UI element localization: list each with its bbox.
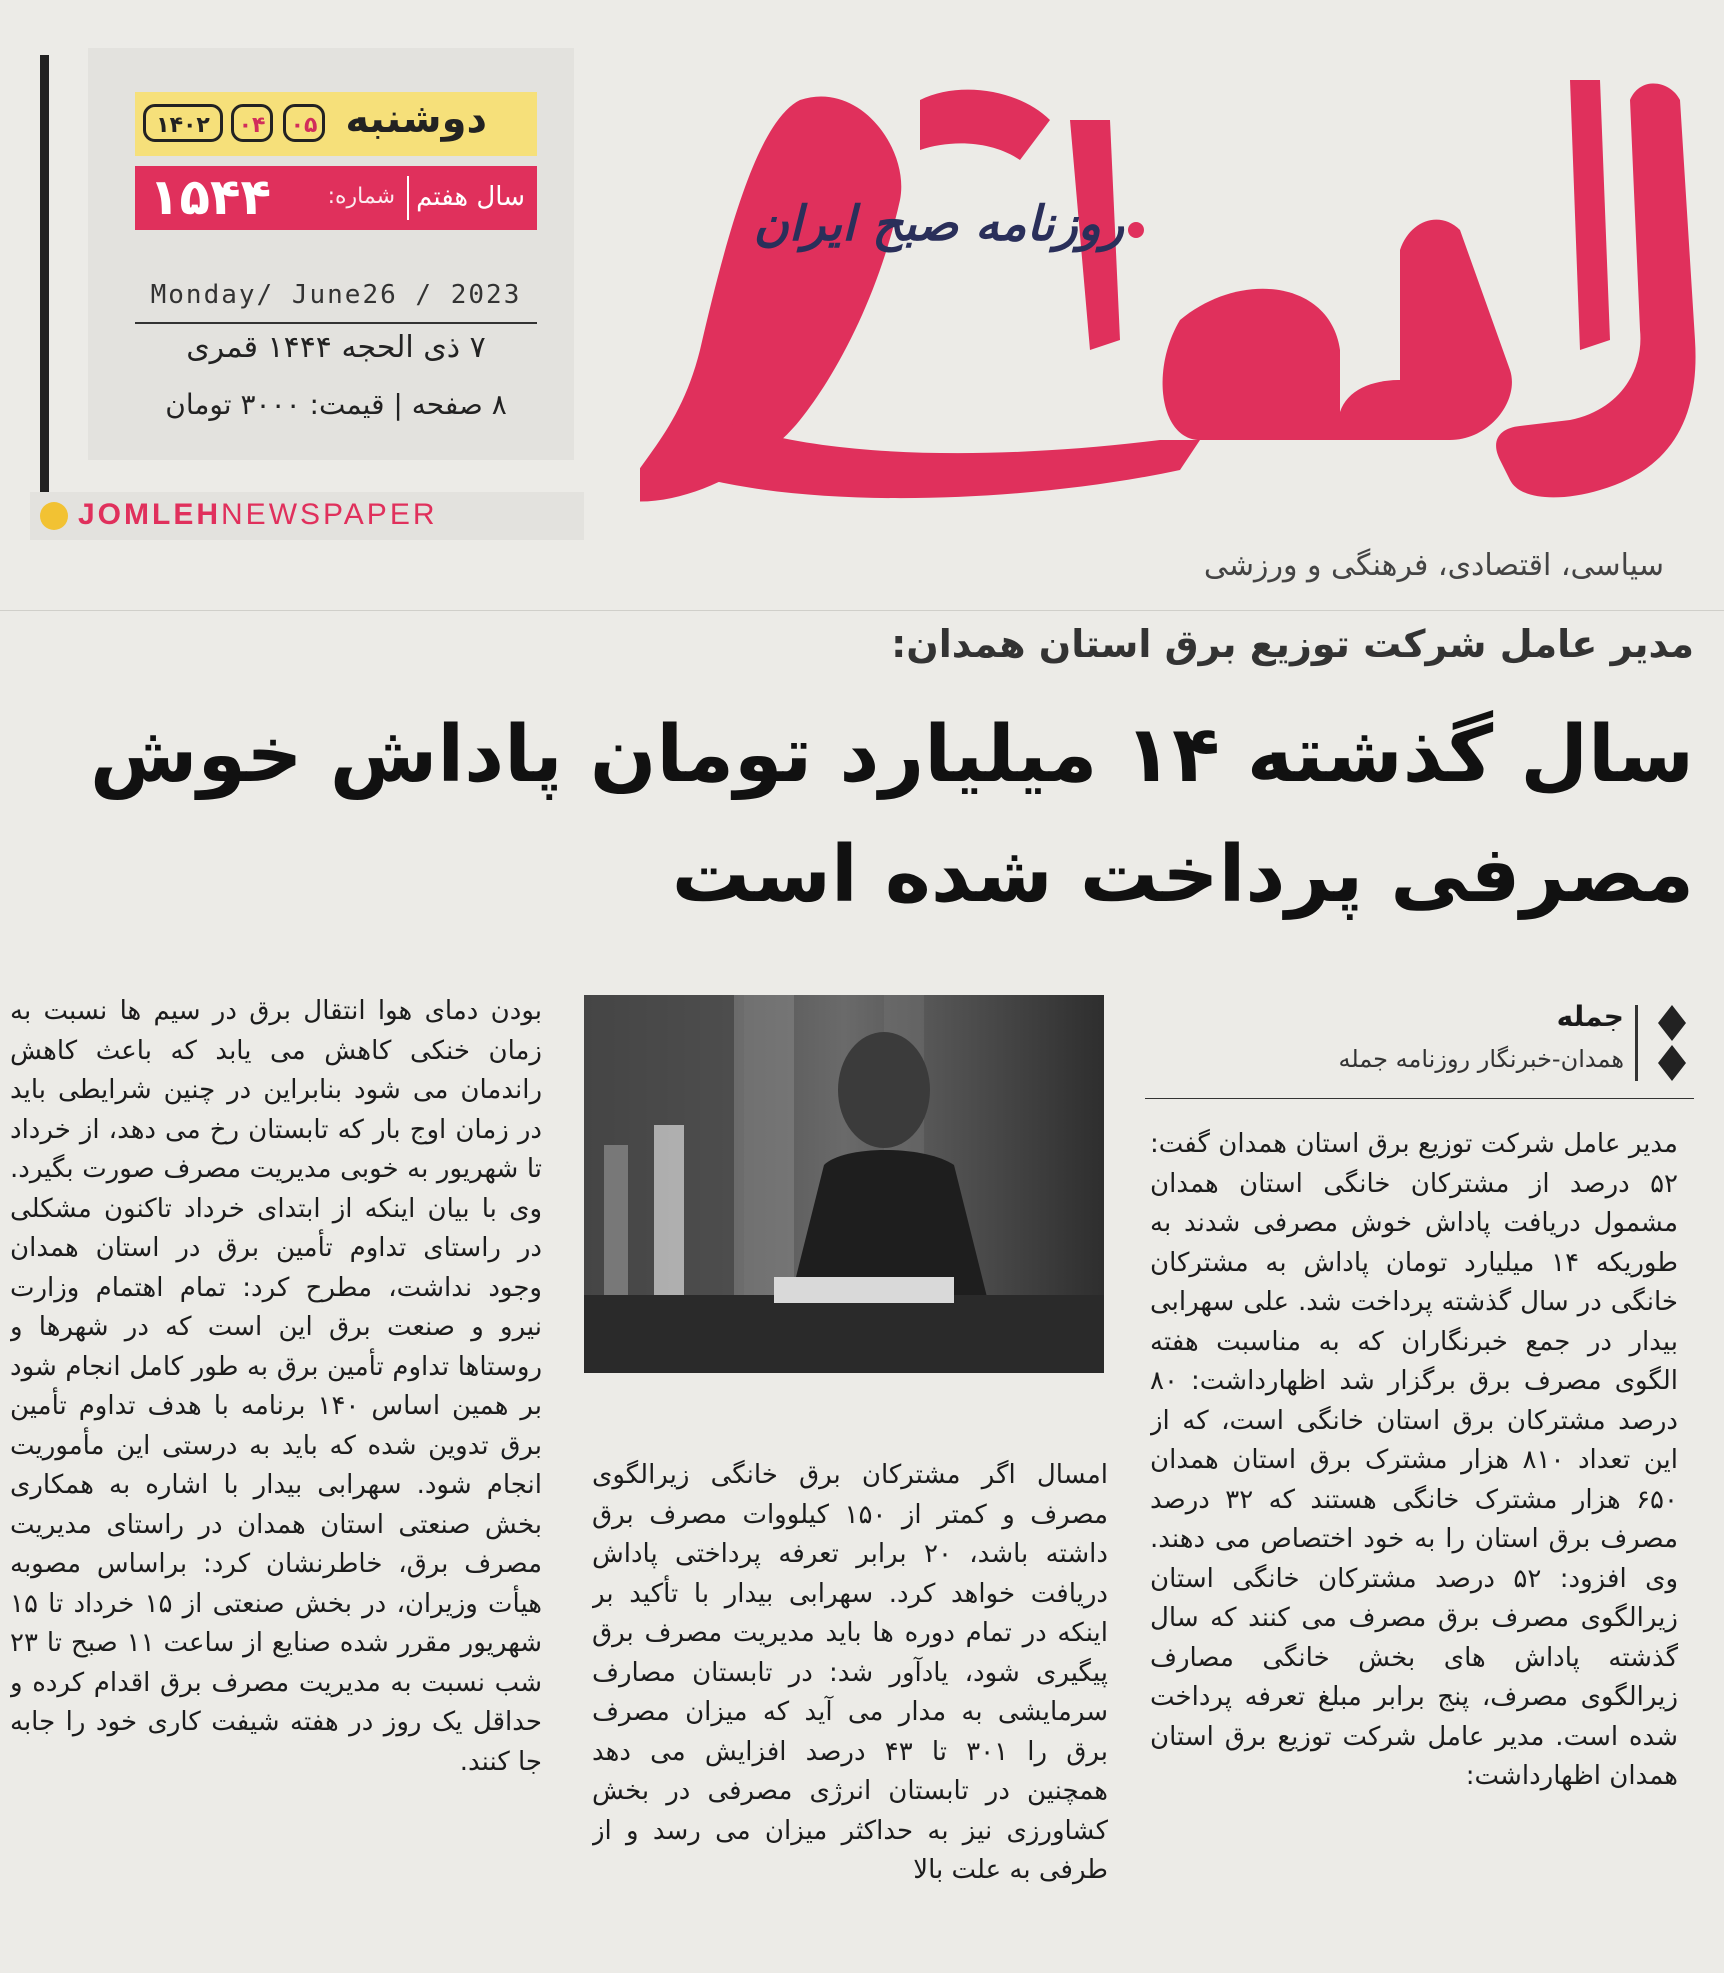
brand-name (78, 498, 438, 532)
logo-stroke-1 (1570, 80, 1610, 350)
english-date: Monday/ June26 / 2023 (150, 280, 522, 310)
byline-separator (1635, 1005, 1638, 1081)
person-head (838, 1032, 930, 1148)
flag-right (654, 1125, 684, 1305)
issue-number: ۱۵۴۴ (149, 168, 272, 226)
hijri-date: ۷ ذی الحجه ۱۴۴۴ قمری (186, 330, 486, 365)
issue-strip (135, 166, 537, 230)
brand-name-light: NEWSPAPER (221, 498, 438, 531)
logo-stroke-top (920, 90, 1050, 160)
date-month: ۰۴ (231, 104, 273, 142)
article-photo (584, 995, 1104, 1373)
left-margin-rule (40, 55, 49, 515)
price: قیمت: ۳۰۰۰ تومان (165, 388, 385, 421)
tagline: سیاسی، اقتصادی، فرهنگی و ورزشی (1203, 548, 1664, 583)
masthead-rule (0, 610, 1724, 611)
body-column-left: بودن دمای هوا انتقال برق در سیم ها نسبت به زمان خنکی کاهش می یابد که باعث کاهش راندمان می شود بنابراین در چنین شرایطی باید در زمان اوج بار که تابستان رخ می دهد، از خرداد تا شهریور به خوبی مدیریت مصرف صورت بگیرد. وی با بیان اینکه از ابتدای خرداد تاکنون مشکلی در راستای تداوم تأمین برق در استان همدان وجود نداشت، مطرح کرد: تمام اهتمام وزارت نیرو و صنعت برق این است که در شهرها و روستاها تداوم تأمین برق به طور کامل انجام شود بر همین اساس ۱۴۰ برنامه با هدف تداوم تأمین برق تدوین شده که باید به درستی این مأموریت انجام شود. سهرابی بیدار با اشاره به همکاری بخش صنعتی استان همدان در راستای مدیریت مصرف برق، خاطرنشان کرد: براساس مصوبه هیأت وزیران، در بخش صنعتی از ۱۵ خرداد تا ۱۵ شهریور مقرر شده صنایع از ساعت ۱۱ صبح تا ۲۳ شب نسبت به مدیریت مصرف برق اقدام کرده و حداقل یک روز در هفته شیفت کاری خود را جابه جا کنند. (10, 996, 542, 1777)
article-kicker: مدیر عامل شرکت توزیع برق استان همدان: (891, 622, 1694, 666)
issue-number-label: شماره: (327, 184, 395, 209)
flag-left (604, 1145, 628, 1295)
logo-stroke-2 (1338, 220, 1512, 440)
brand-dot-icon (40, 502, 68, 530)
date-strip (135, 92, 537, 156)
logo-subtitle: روزنامه صبح ایران (753, 196, 1124, 252)
body-column-middle: امسال اگر مشترکان برق خانگی زیرالگوی مصرف و کمتر از ۱۵۰ کیلووات مصرف برق داشته باشد، ۲۰ برابر تعرفه پرداختی پاداش دریافت خواهد کرد. سهرابی بیدار با تأکید بر اینکه در تمام دوره ها باید مدیریت مصرف برق پیگیری شود، یادآور شد: در تابستان مصارف سرمایشی به مدار می آید که میزان مصرف برق را ۳۰۱ تا ۴۳ درصد افزایش می دهد همچنین در تابستان انرژی مصرفی در بخش کشاورزی نیز به حداکثر میزان می رسد و از طرفی به علت بالا (592, 1460, 1108, 1885)
byline-name: جمله (1556, 1000, 1624, 1033)
date-year: ۱۴۰۲ (143, 104, 223, 142)
papers (774, 1277, 954, 1303)
logo-letterforms (640, 80, 1696, 502)
issue-separator (407, 176, 409, 220)
weekday: دوشنبه (345, 96, 487, 142)
photo-illustration (584, 995, 1104, 1373)
headline-line-2: مصرفی پرداخت شده است (671, 830, 1694, 920)
headline-line-1: سال گذشته ۱۴ میلیارد تومان پاداش خوش (89, 710, 1694, 800)
byline-description: همدان-خبرنگار روزنامه جمله (1338, 1045, 1624, 1073)
byline-rule (1145, 1098, 1694, 1099)
logo-stroke-3 (1163, 289, 1340, 440)
brand-bar (30, 492, 584, 540)
pages-price-separator: | (384, 388, 403, 421)
masthead-logo (640, 40, 1700, 580)
byline-diamond-icon (1658, 1005, 1686, 1081)
pages-price (135, 388, 537, 421)
date-day: ۰۵ (283, 104, 325, 142)
desk (584, 1295, 1104, 1373)
date-divider (135, 322, 537, 324)
page-count: ۸ صفحه (411, 388, 507, 421)
volume-label: سال هفتم (416, 182, 525, 212)
body-column-right: مدیر عامل شرکت توزیع برق استان همدان گفت: ۵۲ درصد از مشترکان خانگی استان همدان مشمول دریافت پاداش خوش مصرفی شدند به طوریکه ۱۴ میلیارد تومان پاداش به مشترکان خانگی در سال گذشته پرداخت شد. علی سهرابی بیدار در جمع خبرنگاران که به مناسبت هفته الگوی مصرف برق برگزار شد اظهارداشت: ۸۰ درصد مشترکان برق استان خانگی است، که از این تعداد ۸۱۰ هزار مشترک برق استان همدان ۶۵۰ هزار مشترک خانگی هستند که ۳۲ درصد مصرف برق استان را به خود اختصاص می دهند. وی افزود: ۵۲ درصد مشترکان خانگی استان زیرالگوی مصرف برق مصرف می کنند که سال گذشته پاداش های بخش خانگی مصارف زیرالگوی مصرف، پنج برابر مبلغ تعرفه پرداخت شده است. مدیر عامل شرکت توزیع برق استان همدان اظهارداشت: (1150, 1129, 1678, 1791)
brand-name-bold: JOMLEH (78, 498, 222, 531)
logo-dot-icon (1128, 222, 1144, 238)
